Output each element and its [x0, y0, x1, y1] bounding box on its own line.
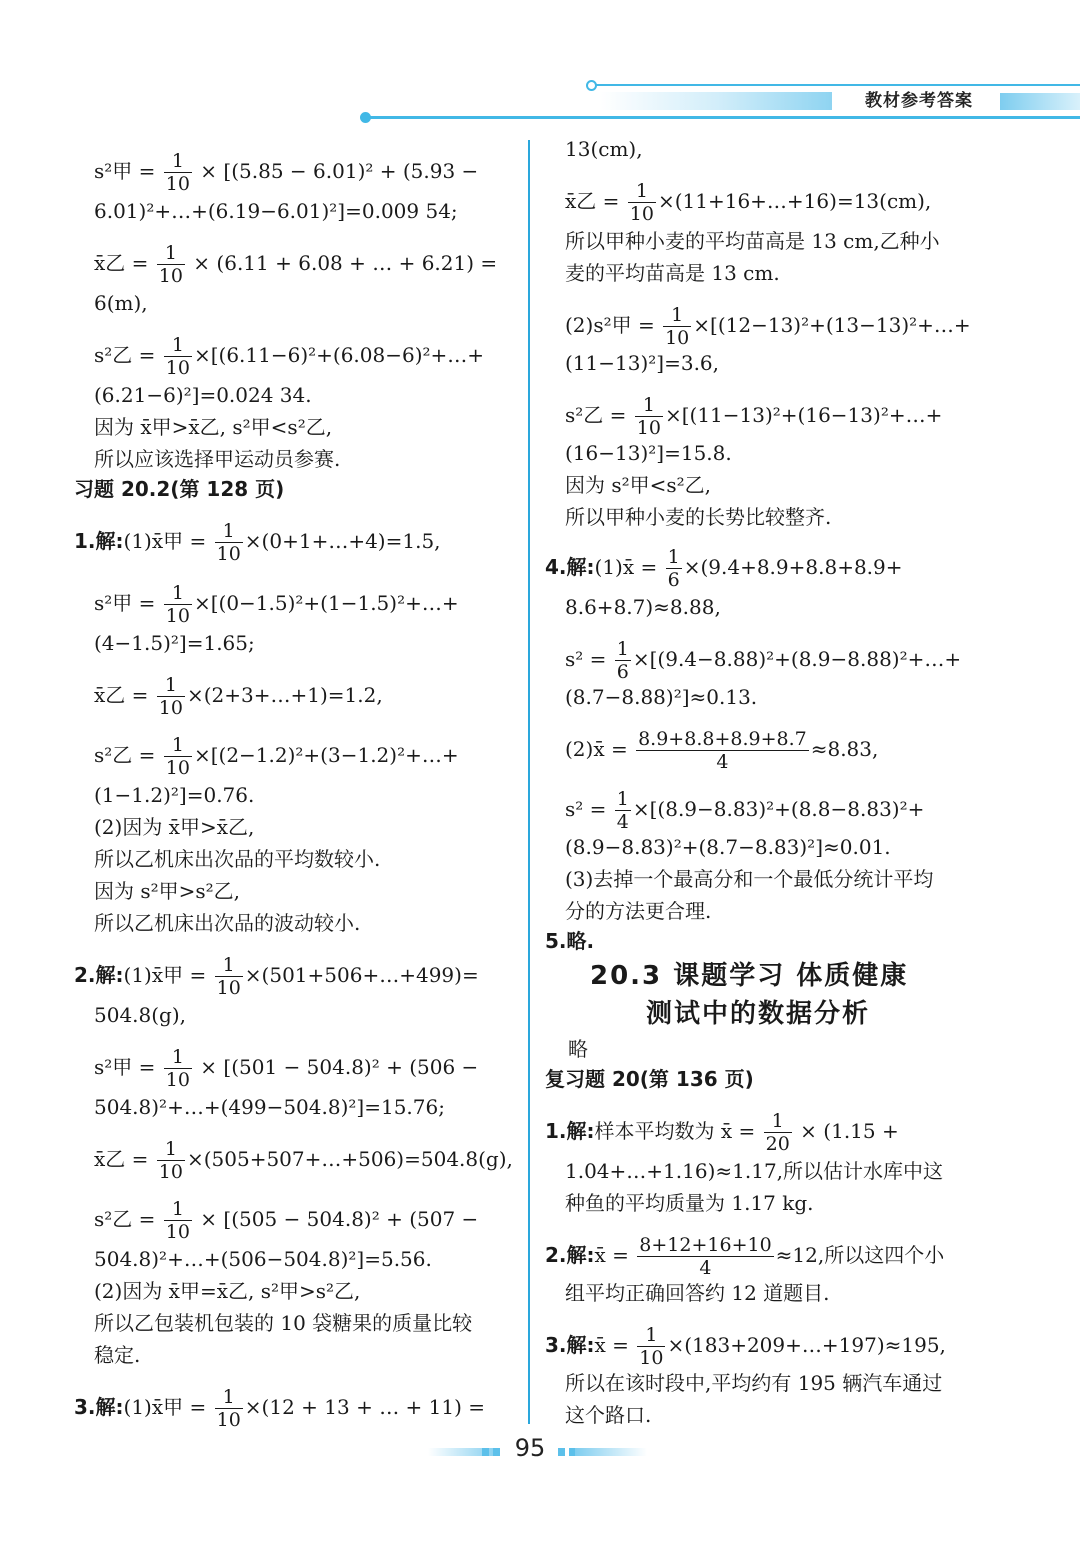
denominator: 10 — [158, 1161, 183, 1183]
text: x̄乙 = — [94, 251, 155, 275]
footer-square — [558, 1448, 565, 1456]
text: s²甲 = — [94, 159, 162, 183]
denominator: 10 — [165, 1221, 190, 1243]
line: 这个路口. — [565, 1403, 652, 1427]
line: 13(cm), — [565, 137, 643, 161]
denominator: 10 — [216, 543, 241, 565]
numerator: 1 — [663, 304, 691, 327]
fraction — [636, 728, 809, 773]
text: s² = — [565, 797, 613, 821]
denominator: 4 — [616, 811, 629, 833]
section-title: 20.3 课题学习 体质健康 — [590, 961, 909, 991]
line — [74, 520, 441, 565]
text: × (6.11 + 6.08 + … + 6.21) = — [186, 251, 498, 275]
line: 5.略. — [545, 929, 595, 953]
denominator: 10 — [216, 1409, 241, 1431]
line — [94, 150, 478, 195]
numerator: 1 — [215, 520, 243, 543]
denominator: 10 — [639, 1347, 664, 1369]
text: ×(0+1+…+4)=1.5, — [244, 529, 441, 553]
fraction — [666, 546, 682, 591]
line — [94, 1046, 478, 1091]
text: x̄乙 = — [565, 189, 626, 213]
fraction — [637, 1234, 773, 1279]
line: 8.6+8.7)≈8.88, — [565, 595, 721, 619]
line: (6.21−6)²]=0.024 34. — [94, 383, 312, 407]
line — [565, 638, 961, 683]
line: (1−1.2)²]=0.76. — [94, 783, 255, 807]
numerator: 1 — [215, 1386, 243, 1409]
text: ≈12,所以这四个小 — [775, 1243, 945, 1267]
question-label: 4.解: — [545, 555, 595, 579]
numerator: 8+12+16+10 — [639, 1234, 772, 1256]
line: 因为 s²甲<s²乙, — [565, 473, 712, 497]
text: ×(501+506+…+499)= — [244, 963, 479, 987]
line — [565, 304, 971, 349]
text: ×(11+16+…+16)=13(cm), — [657, 189, 932, 213]
footer-square — [493, 1448, 500, 1456]
text: ×[(0−1.5)²+(1−1.5)²+…+ — [193, 591, 459, 615]
line — [565, 180, 931, 225]
text: (1)x̄ = — [594, 555, 664, 579]
question-label: 3.解: — [545, 1333, 595, 1357]
review-heading: 复习题 20(第 136 页) — [545, 1067, 754, 1091]
numerator: 1 — [667, 546, 680, 568]
text: × [(505 − 504.8)² + (507 − — [193, 1207, 479, 1231]
text: x̄乙 = — [94, 1147, 155, 1171]
line — [74, 954, 479, 999]
denominator: 10 — [165, 173, 190, 195]
denominator: 10 — [665, 327, 690, 349]
line — [94, 242, 497, 287]
fraction — [157, 242, 185, 287]
text: s²乙 = — [94, 343, 162, 367]
text: ×[(8.9−8.83)²+(8.8−8.83)²+ — [632, 797, 925, 821]
line: 所以乙包装机包装的 10 袋糖果的质量比较 — [94, 1311, 473, 1335]
line: 所以乙机床出次品的平均数较小. — [94, 847, 381, 871]
text: (1)x̄甲 = — [123, 529, 213, 553]
denominator: 6 — [667, 569, 680, 591]
fraction — [164, 582, 192, 627]
numerator: 1 — [157, 674, 185, 697]
text: ×(12 + 13 + … + 11) = — [244, 1395, 486, 1419]
line — [94, 674, 383, 719]
fraction — [164, 1198, 192, 1243]
denominator: 10 — [158, 265, 183, 287]
line: 1.04+…+1.16)≈1.17,所以估计水库中这 — [565, 1159, 944, 1183]
text: ×(9.4+8.9+8.8+8.9+ — [683, 555, 903, 579]
numerator: 1 — [164, 334, 192, 357]
fraction — [157, 1138, 185, 1183]
numerator: 1 — [215, 954, 243, 977]
text: ≈8.83, — [810, 737, 879, 761]
line: 因为 x̄甲>x̄乙, s²甲<s²乙, — [94, 415, 333, 439]
text: (2)x̄ = — [565, 737, 635, 761]
text: × [(5.85 − 6.01)² + (5.93 − — [193, 159, 479, 183]
text: s²乙 = — [94, 743, 162, 767]
fraction — [164, 334, 192, 379]
line: 所以甲种小麦的平均苗高是 13 cm,乙种小 — [565, 229, 940, 253]
denominator: 20 — [765, 1133, 790, 1155]
fraction — [164, 1046, 192, 1091]
text: x̄乙 = — [94, 683, 155, 707]
line — [94, 334, 484, 379]
exercise-heading: 习题 20.2(第 128 页) — [74, 477, 285, 501]
text: ×[(2−1.2)²+(3−1.2)²+…+ — [193, 743, 459, 767]
line — [565, 728, 878, 773]
denominator: 10 — [165, 1069, 190, 1091]
line: 所以甲种小麦的长势比较整齐. — [565, 505, 832, 529]
denominator: 10 — [636, 417, 661, 439]
line — [565, 394, 942, 439]
numerator: 1 — [628, 180, 656, 203]
denominator: 4 — [716, 751, 729, 773]
text: s²甲 = — [94, 1055, 162, 1079]
line — [94, 1198, 478, 1243]
text: ×[(6.11−6)²+(6.08−6)²+…+ — [193, 343, 485, 367]
line: (8.9−8.83)²+(8.7−8.83)²]≈0.01. — [565, 835, 891, 859]
line — [545, 1324, 946, 1369]
line — [94, 582, 459, 627]
numerator: 1 — [164, 734, 192, 757]
footer-bar-left — [428, 1448, 500, 1456]
fraction — [628, 180, 656, 225]
line — [545, 546, 903, 591]
line — [545, 1110, 899, 1155]
fraction — [637, 1324, 665, 1369]
text: (2)s²甲 = — [565, 313, 662, 337]
question-label: 1.解: — [74, 529, 124, 553]
fraction — [615, 638, 631, 683]
fraction — [215, 954, 243, 999]
numerator: 1 — [157, 242, 185, 265]
numerator: 1 — [616, 788, 629, 810]
text: s² = — [565, 647, 613, 671]
line: 分的方法更合理. — [565, 899, 712, 923]
line: 504.8(g), — [94, 1003, 187, 1027]
fraction — [663, 304, 691, 349]
numerator: 8.9+8.8+8.9+8.7 — [638, 728, 807, 750]
page-number: 95 — [514, 1434, 546, 1462]
text: x̄ = — [594, 1333, 636, 1357]
line: (2)因为 x̄甲>x̄乙, — [94, 815, 255, 839]
line: 所以乙机床出次品的波动较小. — [94, 911, 361, 935]
line: 麦的平均苗高是 13 cm. — [565, 261, 780, 285]
numerator: 1 — [164, 1046, 192, 1069]
fraction — [164, 150, 192, 195]
fraction — [157, 674, 185, 719]
header-band — [600, 92, 832, 110]
fraction — [615, 788, 631, 833]
denominator: 4 — [699, 1257, 712, 1279]
text: ×[(9.4−8.88)²+(8.9−8.88)²+…+ — [632, 647, 962, 671]
text: (1)x̄甲 = — [123, 1395, 213, 1419]
line: (8.7−8.88)²]≈0.13. — [565, 685, 758, 709]
header-dot-top — [586, 80, 597, 91]
numerator: 1 — [164, 150, 192, 173]
numerator: 1 — [764, 1110, 792, 1133]
header-tab — [1000, 93, 1080, 110]
line: (16−13)²]=15.8. — [565, 441, 732, 465]
footer-square — [482, 1448, 489, 1456]
numerator: 1 — [635, 394, 663, 417]
fraction — [764, 1110, 792, 1155]
column-divider — [528, 140, 530, 1424]
header-dot-bottom — [360, 112, 371, 123]
numerator: 1 — [637, 1324, 665, 1347]
line: 504.8)²+…+(499−504.8)²]=15.76; — [94, 1095, 445, 1119]
numerator: 1 — [616, 638, 629, 660]
question-label: 1.解: — [545, 1119, 595, 1143]
text: x̄ = — [594, 1243, 636, 1267]
line: 6.01)²+…+(6.19−6.01)²]=0.009 54; — [94, 199, 458, 223]
line: 因为 s²甲>s²乙, — [94, 879, 241, 903]
text: s²乙 = — [94, 1207, 162, 1231]
text: s²乙 = — [565, 403, 633, 427]
line: (2)因为 x̄甲=x̄乙, s²甲>s²乙, — [94, 1279, 361, 1303]
question-label: 2.解: — [545, 1243, 595, 1267]
denominator: 10 — [216, 977, 241, 999]
text: 样本平均数为 x̄ = — [594, 1119, 762, 1143]
text: ×[(12−13)²+(13−13)²+…+ — [693, 313, 971, 337]
line — [565, 788, 924, 833]
line: 504.8)²+…+(506−504.8)²]=5.56. — [94, 1247, 432, 1271]
line: (4−1.5)²]=1.65; — [94, 631, 255, 655]
line: 稳定. — [94, 1343, 141, 1367]
text: × [(501 − 504.8)² + (506 − — [193, 1055, 479, 1079]
text: ×[(11−13)²+(16−13)²+…+ — [664, 403, 943, 427]
line — [94, 734, 459, 779]
text: ×(183+209+…+197)≈195, — [667, 1333, 946, 1357]
line: 略 — [568, 1037, 588, 1061]
text: × (1.15 + — [793, 1119, 899, 1143]
line — [74, 1386, 485, 1431]
header-title: 教材参考答案 — [840, 89, 998, 113]
denominator: 10 — [158, 697, 183, 719]
fraction — [215, 520, 243, 565]
fraction — [635, 394, 663, 439]
numerator: 1 — [164, 582, 192, 605]
line: (11−13)²]=3.6, — [565, 351, 720, 375]
line — [545, 1234, 944, 1279]
line: 所以应该选择甲运动员参赛. — [94, 447, 341, 471]
line: 所以在该时段中,平均约有 195 辆汽车通过 — [565, 1371, 943, 1395]
header-rule-top — [595, 84, 1080, 86]
text: s²甲 = — [94, 591, 162, 615]
fraction — [164, 734, 192, 779]
line: 组平均正确回答约 12 道题目. — [565, 1281, 830, 1305]
text: (1)x̄甲 = — [123, 963, 213, 987]
question-label: 3.解: — [74, 1395, 124, 1419]
text: ×(2+3+…+1)=1.2, — [186, 683, 383, 707]
line: 种鱼的平均质量为 1.17 kg. — [565, 1191, 814, 1215]
denominator: 10 — [165, 757, 190, 779]
footer-bar-right — [575, 1448, 647, 1456]
line: (3)去掉一个最高分和一个最低分统计平均 — [565, 867, 934, 891]
section-title: 测试中的数据分析 — [646, 999, 871, 1029]
numerator: 1 — [164, 1198, 192, 1221]
denominator: 10 — [165, 357, 190, 379]
header-rule-bottom — [368, 116, 1080, 119]
numerator: 1 — [157, 1138, 185, 1161]
denominator: 10 — [165, 605, 190, 627]
question-label: 2.解: — [74, 963, 124, 987]
text: ×(505+507+…+506)=504.8(g), — [186, 1147, 513, 1171]
denominator: 6 — [616, 661, 629, 683]
denominator: 10 — [629, 203, 654, 225]
fraction — [215, 1386, 243, 1431]
line: 6(m), — [94, 291, 148, 315]
line — [94, 1138, 513, 1183]
